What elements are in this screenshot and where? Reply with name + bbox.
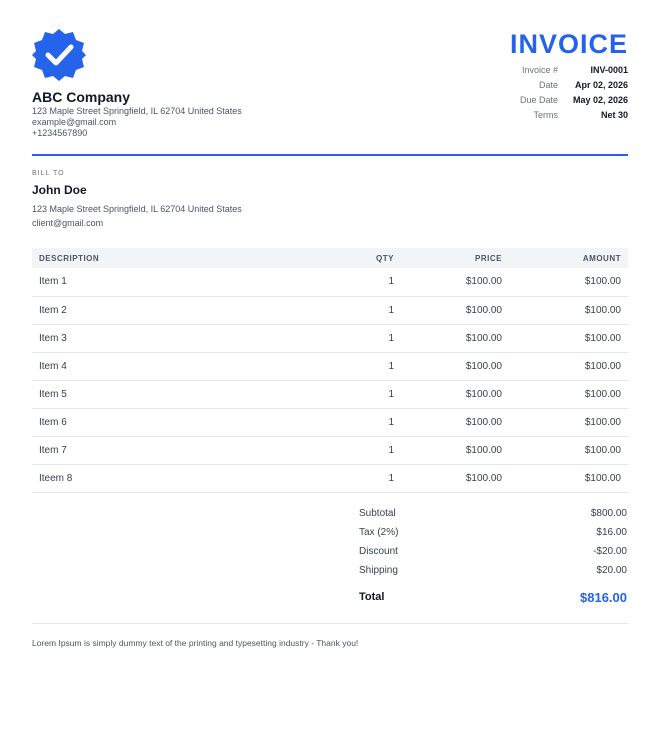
tax-row (359, 523, 627, 542)
shipping-label: Shipping (359, 565, 398, 576)
item-price: $100.00 (465, 360, 502, 372)
item-qty: 1 (388, 360, 394, 372)
item-amount: $100.00 (584, 388, 621, 400)
item-description: Item 4 (39, 360, 67, 372)
footer-note: Lorem Ipsum is simply dummy text of the printing and typesetting industry - Thank you! (32, 638, 359, 648)
company-email: example@gmail.com (32, 117, 117, 127)
column-header-amount: AMOUNT (582, 253, 621, 263)
grand-total-label: Total (359, 591, 385, 603)
meta-row-invoice-number (488, 62, 628, 77)
client-email: client@gmail.com (32, 218, 104, 228)
column-header-price: PRICE (475, 253, 502, 263)
table-row (32, 408, 628, 436)
item-description: Item 5 (39, 388, 67, 400)
table-row (32, 380, 628, 408)
subtotal-row (359, 504, 627, 523)
company-name: ABC Company (32, 89, 131, 105)
item-amount: $100.00 (584, 360, 621, 372)
due-date-value: May 02, 2026 (572, 94, 628, 105)
item-description: Item 3 (39, 332, 67, 344)
verified-badge-icon (32, 28, 86, 82)
line-items-table (32, 248, 628, 493)
discount-value: -$20.00 (593, 546, 627, 557)
subtotal-value: $800.00 (590, 508, 627, 519)
meta-row-date (488, 77, 628, 92)
client-address: 123 Maple Street Springfield, IL 62704 United States (32, 204, 242, 214)
meta-row-terms (488, 107, 628, 122)
meta-label: Invoice # (521, 64, 558, 75)
table-row (32, 268, 628, 296)
table-row (32, 436, 628, 464)
bill-to-label: BILL TO (32, 170, 65, 177)
grand-total-row (359, 586, 627, 608)
totals-section (359, 504, 627, 608)
item-price: $100.00 (465, 416, 502, 428)
item-price: $100.00 (465, 444, 502, 456)
subtotal-label: Subtotal (359, 508, 396, 519)
invoice-number-value: INV-0001 (590, 64, 628, 75)
invoice-meta (488, 62, 628, 122)
grand-total-value: $816.00 (580, 589, 627, 605)
tax-value: $16.00 (596, 527, 627, 538)
meta-label: Due Date (519, 94, 558, 105)
item-qty: 1 (388, 388, 394, 400)
table-row (32, 464, 628, 492)
footer-divider (32, 623, 628, 624)
item-amount: $100.00 (584, 304, 621, 316)
item-amount: $100.00 (584, 444, 621, 456)
item-price: $100.00 (465, 472, 502, 484)
meta-row-due-date (488, 92, 628, 107)
item-price: $100.00 (465, 388, 502, 400)
company-phone: +1234567890 (32, 128, 88, 138)
discount-label: Discount (359, 546, 398, 557)
item-qty: 1 (388, 444, 394, 456)
meta-label: Date (538, 79, 558, 90)
item-qty: 1 (388, 276, 394, 288)
item-qty: 1 (388, 472, 394, 484)
item-description: Item 7 (39, 444, 67, 456)
company-address: 123 Maple Street Springfield, IL 62704 United States (32, 106, 242, 116)
meta-label: Terms (533, 109, 558, 120)
table-header-row (32, 248, 628, 268)
invoice-title: INVOICE (509, 29, 628, 59)
item-description: Item 1 (39, 276, 67, 288)
terms-value: Net 30 (600, 109, 628, 120)
item-amount: $100.00 (584, 416, 621, 428)
bill-to-section (32, 170, 242, 230)
table-row (32, 296, 628, 324)
tax-label: Tax (2%) (359, 527, 399, 538)
column-header-qty: QTY (376, 253, 394, 263)
item-description: Item 6 (39, 416, 67, 428)
header-divider (32, 154, 628, 156)
item-amount: $100.00 (584, 472, 621, 484)
discount-row (359, 542, 627, 561)
item-price: $100.00 (465, 332, 502, 344)
table-row (32, 324, 628, 352)
item-qty: 1 (388, 416, 394, 428)
shipping-row (359, 561, 627, 580)
item-description: Item 2 (39, 304, 67, 316)
shipping-value: $20.00 (596, 565, 627, 576)
item-amount: $100.00 (584, 332, 621, 344)
client-name: John Doe (32, 183, 87, 197)
column-header-description: DESCRIPTION (39, 253, 100, 263)
item-amount: $100.00 (584, 276, 621, 288)
item-qty: 1 (388, 332, 394, 344)
item-price: $100.00 (465, 276, 502, 288)
invoice-date-value: Apr 02, 2026 (574, 79, 628, 90)
item-description: Iteem 8 (39, 472, 73, 484)
table-row (32, 352, 628, 380)
invoice-header (32, 0, 628, 150)
item-price: $100.00 (465, 304, 502, 316)
item-qty: 1 (388, 304, 394, 316)
